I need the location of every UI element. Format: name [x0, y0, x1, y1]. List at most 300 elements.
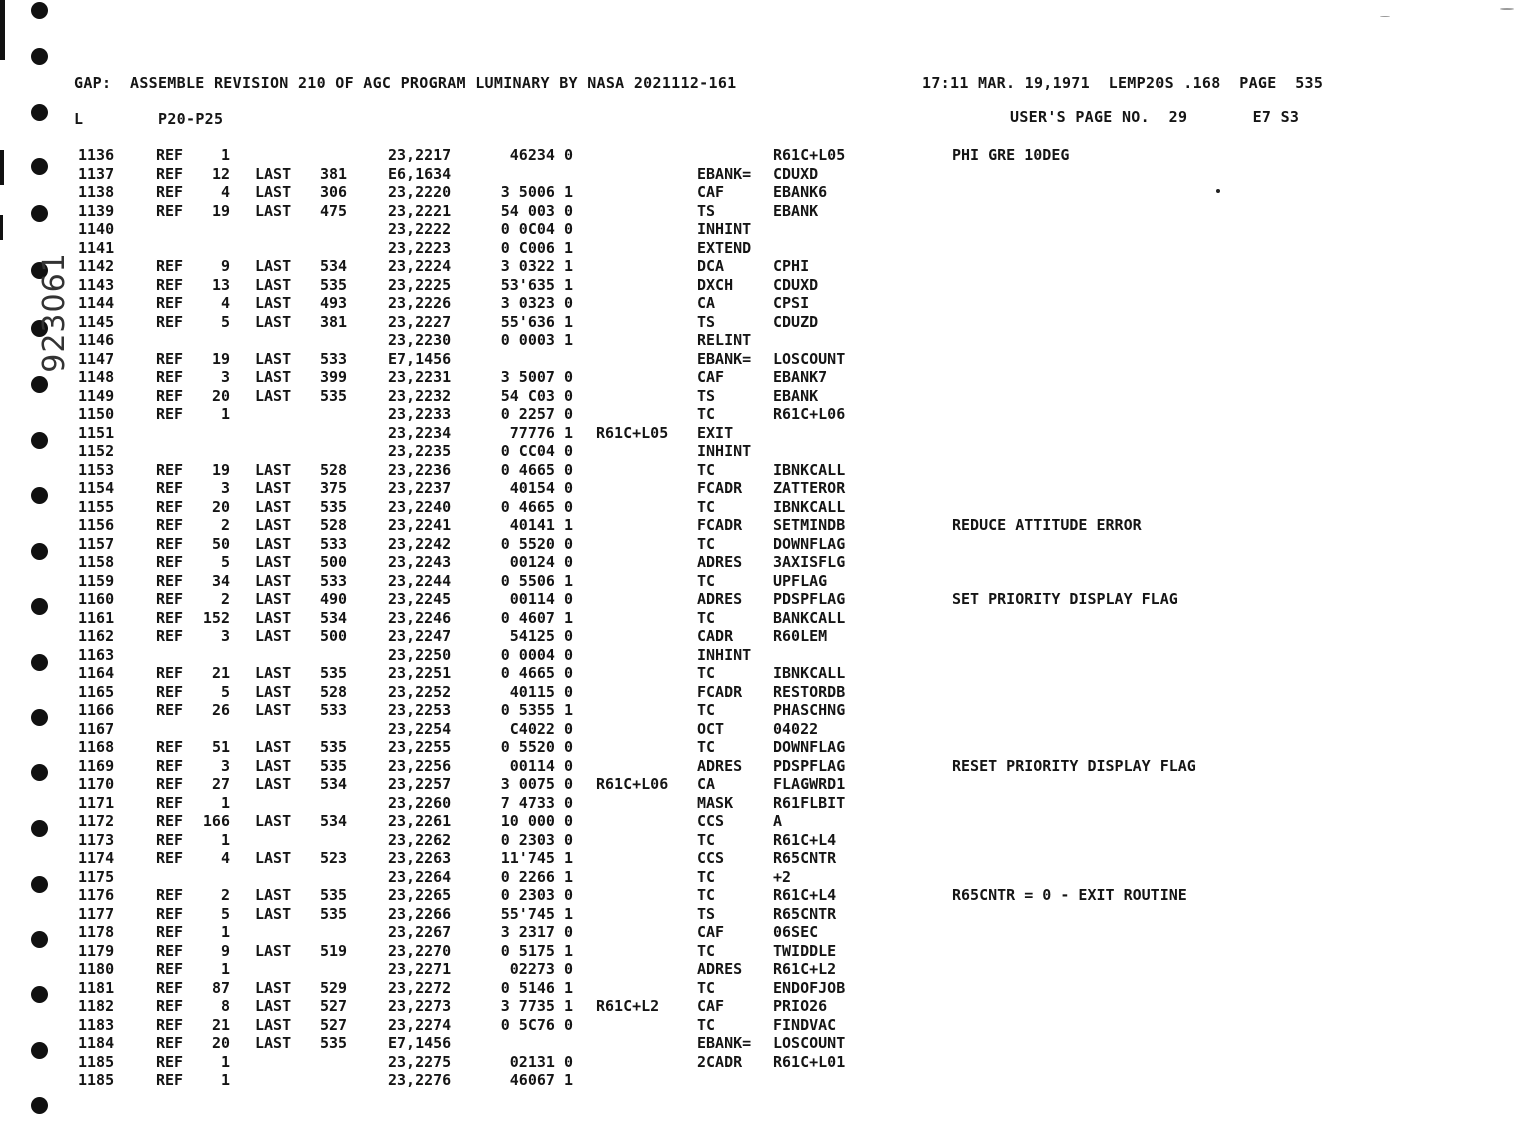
operand: IBNKCALL: [773, 460, 846, 479]
line-number: 1148: [78, 368, 115, 386]
opcode: TC: [697, 867, 716, 886]
ref-count: 8: [220, 997, 230, 1015]
last-page: 533: [320, 701, 348, 719]
operand: R61C+L06: [773, 405, 846, 423]
octal-code: 0 2303 0: [500, 886, 573, 904]
last-keyword: LAST: [255, 664, 292, 682]
line-number: 1180: [78, 960, 115, 978]
last-keyword: LAST: [255, 312, 292, 331]
last-keyword: LAST: [255, 571, 292, 590]
line-number: 1185: [78, 1071, 115, 1089]
last-page: 534: [320, 257, 348, 275]
last-page: 519: [320, 941, 348, 960]
octal-code: 0 4665 0: [500, 460, 573, 479]
opcode: TS: [697, 312, 716, 331]
last-keyword: LAST: [255, 368, 292, 386]
octal-code: 0 5175 1: [500, 941, 573, 960]
last-page: 535: [320, 886, 348, 904]
last-keyword: LAST: [255, 294, 292, 312]
line-number: 1136: [78, 146, 115, 164]
ref-count: 5: [220, 312, 230, 331]
last-keyword: LAST: [255, 812, 292, 830]
ref-keyword: REF: [156, 1052, 184, 1071]
ref-keyword: REF: [156, 682, 184, 701]
octal-code: 3 2317 0: [500, 923, 573, 941]
operand: PDSPFLAG: [773, 590, 846, 608]
opcode: CADR: [697, 627, 734, 645]
address: 23,2254: [388, 719, 452, 738]
opcode: TC: [697, 664, 716, 682]
address: 23,2225: [388, 275, 452, 294]
line-number: 1139: [78, 201, 115, 220]
last-page: 528: [320, 516, 348, 534]
address: 23,2236: [388, 460, 452, 479]
octal-code: 46067 1: [509, 1071, 573, 1089]
ref-count: 3: [220, 756, 230, 775]
last-page: 528: [320, 460, 348, 479]
header-user-page: USER'S PAGE NO. 29 E7 S3: [1010, 108, 1300, 126]
last-keyword: LAST: [255, 516, 292, 534]
operand: CPSI: [773, 294, 810, 312]
line-number: 1143: [78, 275, 115, 294]
last-page: 381: [320, 312, 348, 331]
listing-row: [0, 868, 1536, 886]
listing-row: [0, 775, 1536, 793]
ref-keyword: REF: [156, 812, 184, 830]
ref-keyword: REF: [156, 201, 184, 220]
operand: 3AXISFLG: [773, 553, 846, 571]
address: 23,2252: [388, 682, 452, 701]
listing-row: [0, 979, 1536, 997]
operand: CDUXD: [773, 164, 819, 183]
line-number: 1150: [78, 405, 115, 423]
opcode: DXCH: [697, 275, 734, 294]
line-number: 1184: [78, 1034, 115, 1052]
ref-count: 1: [220, 1071, 230, 1089]
opcode: TC: [697, 738, 716, 756]
operand: 06SEC: [773, 923, 819, 941]
symbol-label: R61C+L2: [596, 997, 660, 1015]
opcode: RELINT: [697, 331, 752, 349]
line-number: 1166: [78, 701, 115, 719]
scan-speck: [1500, 8, 1514, 10]
listing-row: [0, 1053, 1536, 1071]
last-page: 533: [320, 349, 348, 368]
octal-code: 0 2303 0: [500, 830, 573, 849]
ref-count: 4: [220, 183, 230, 201]
address: 23,2255: [388, 738, 452, 756]
address: 23,2217: [388, 146, 452, 164]
operand: UPFLAG: [773, 571, 828, 590]
address: 23,2265: [388, 886, 452, 904]
last-keyword: LAST: [255, 941, 292, 960]
octal-code: 40154 0: [509, 479, 573, 497]
last-keyword: LAST: [255, 349, 292, 368]
operand: RESTORDB: [773, 682, 846, 701]
operand: IBNKCALL: [773, 497, 846, 516]
line-number: 1175: [78, 867, 115, 886]
line-number: 1172: [78, 812, 115, 830]
opcode: ADRES: [697, 756, 743, 775]
octal-code: 0 4665 0: [500, 497, 573, 516]
ref-count: 3: [220, 479, 230, 497]
ref-count: 152: [202, 608, 230, 627]
ref-keyword: REF: [156, 553, 184, 571]
octal-code: 3 5007 0: [500, 368, 573, 386]
ref-keyword: REF: [156, 923, 184, 941]
last-keyword: LAST: [255, 257, 292, 275]
address: 23,2264: [388, 867, 452, 886]
last-page: 306: [320, 183, 348, 201]
operand: PRIO26: [773, 997, 828, 1015]
octal-code: 3 5006 1: [500, 183, 573, 201]
operand: CDUXD: [773, 275, 819, 294]
listing-row: [0, 405, 1536, 423]
operand: R65CNTR: [773, 849, 837, 867]
address: 23,2227: [388, 312, 452, 331]
ref-keyword: REF: [156, 1071, 184, 1089]
last-keyword: LAST: [255, 497, 292, 516]
last-page: 533: [320, 534, 348, 553]
ref-count: 9: [220, 941, 230, 960]
line-number: 1156: [78, 516, 115, 534]
octal-code: 00114 0: [509, 756, 573, 775]
operand: +2: [773, 867, 792, 886]
ref-keyword: REF: [156, 257, 184, 275]
address: 23,2231: [388, 368, 452, 386]
last-keyword: LAST: [255, 904, 292, 923]
opcode: CCS: [697, 812, 725, 830]
last-keyword: LAST: [255, 1034, 292, 1052]
ref-count: 21: [211, 1015, 230, 1034]
opcode: TC: [697, 1015, 716, 1034]
last-page: 534: [320, 775, 348, 793]
ref-count: 50: [211, 534, 230, 553]
listing-row: [0, 1016, 1536, 1034]
operand: ZATTEROR: [773, 479, 846, 497]
octal-code: 3 7735 1: [500, 997, 573, 1015]
address: 23,2221: [388, 201, 452, 220]
ref-keyword: REF: [156, 849, 184, 867]
ref-keyword: REF: [156, 997, 184, 1015]
ref-keyword: REF: [156, 756, 184, 775]
operand: LOSCOUNT: [773, 349, 846, 368]
ref-keyword: REF: [156, 534, 184, 553]
address: 23,2246: [388, 608, 452, 627]
address: 23,2233: [388, 405, 452, 423]
listing-row: [0, 646, 1536, 664]
listing-row: [0, 849, 1536, 867]
line-number: 1168: [78, 738, 115, 756]
listing-row: [0, 553, 1536, 571]
ref-count: 26: [211, 701, 230, 719]
header-title: GAP: ASSEMBLE REVISION 210 OF AGC PROGRAM LUMINARY BY NASA 2021112-161: [74, 74, 737, 92]
ref-keyword: REF: [156, 793, 184, 812]
ref-keyword: REF: [156, 349, 184, 368]
symbol-label: R61C+L05: [596, 423, 669, 442]
last-page: 527: [320, 997, 348, 1015]
address: 23,2226: [388, 294, 452, 312]
address: 23,2242: [388, 534, 452, 553]
opcode: EXTEND: [697, 238, 752, 257]
octal-code: 0 5506 1: [500, 571, 573, 590]
opcode: TC: [697, 405, 716, 423]
line-number: 1182: [78, 997, 115, 1015]
operand: BANKCALL: [773, 608, 846, 627]
octal-code: 3 0322 1: [500, 257, 573, 275]
line-number: 1181: [78, 978, 115, 997]
ref-count: 19: [211, 201, 230, 220]
line-number: 1167: [78, 719, 115, 738]
ref-count: 20: [211, 497, 230, 516]
last-keyword: LAST: [255, 479, 292, 497]
operand: A: [773, 812, 783, 830]
operand: FLAGWRD1: [773, 775, 846, 793]
address: 23,2261: [388, 812, 452, 830]
operand: DOWNFLAG: [773, 738, 846, 756]
ref-count: 34: [211, 571, 230, 590]
ref-keyword: REF: [156, 312, 184, 331]
line-number: 1137: [78, 164, 115, 183]
octal-code: 3 0075 0: [500, 775, 573, 793]
ref-keyword: REF: [156, 830, 184, 849]
opcode: EBANK=: [697, 1034, 752, 1052]
octal-code: 0 0C04 0: [500, 220, 573, 238]
last-page: 490: [320, 590, 348, 608]
ref-count: 3: [220, 368, 230, 386]
line-number: 1152: [78, 442, 115, 460]
last-keyword: LAST: [255, 997, 292, 1015]
ref-keyword: REF: [156, 183, 184, 201]
last-keyword: LAST: [255, 849, 292, 867]
line-number: 1176: [78, 886, 115, 904]
line-number: 1173: [78, 830, 115, 849]
listing-row: [0, 1034, 1536, 1052]
operand: TWIDDLE: [773, 941, 837, 960]
opcode: TC: [697, 701, 716, 719]
octal-code: 54125 0: [509, 627, 573, 645]
ref-count: 20: [211, 1034, 230, 1052]
octal-code: 02273 0: [509, 960, 573, 978]
opcode: CAF: [697, 997, 725, 1015]
operand: DOWNFLAG: [773, 534, 846, 553]
listing-row: [0, 442, 1536, 460]
last-page: 399: [320, 368, 348, 386]
ref-count: 5: [220, 553, 230, 571]
listing-row: [0, 812, 1536, 830]
octal-code: 53'635 1: [500, 275, 573, 294]
octal-code: 0 CC04 0: [500, 442, 573, 460]
line-number: 1174: [78, 849, 115, 867]
symbol-label: R61C+L06: [596, 775, 669, 793]
line-number: 1138: [78, 183, 115, 201]
ref-keyword: REF: [156, 701, 184, 719]
ref-count: 2: [220, 590, 230, 608]
line-number: 1140: [78, 220, 115, 238]
address: 23,2257: [388, 775, 452, 793]
listing-row: [0, 627, 1536, 645]
listing-row: [0, 165, 1536, 183]
ref-keyword: REF: [156, 571, 184, 590]
ref-count: 5: [220, 682, 230, 701]
listing-row: [0, 313, 1536, 331]
ref-keyword: REF: [156, 164, 184, 183]
line-number: 1178: [78, 923, 115, 941]
ref-keyword: REF: [156, 590, 184, 608]
ref-count: 1: [220, 146, 230, 164]
comment: REDUCE ATTITUDE ERROR: [952, 516, 1142, 534]
listing-row: [0, 239, 1536, 257]
address: 23,2251: [388, 664, 452, 682]
address: 23,2224: [388, 257, 452, 275]
listing-row: [0, 516, 1536, 534]
last-page: 535: [320, 1034, 348, 1052]
last-page: 500: [320, 553, 348, 571]
ref-count: 5: [220, 904, 230, 923]
line-number: 1183: [78, 1015, 115, 1034]
ref-count: 166: [202, 812, 230, 830]
last-page: 534: [320, 812, 348, 830]
listing-row: [0, 350, 1536, 368]
address: E7,1456: [388, 349, 452, 368]
address: 23,2241: [388, 516, 452, 534]
ref-keyword: REF: [156, 941, 184, 960]
address: 23,2237: [388, 479, 452, 497]
last-keyword: LAST: [255, 775, 292, 793]
listing-row: [0, 997, 1536, 1015]
last-keyword: LAST: [255, 886, 292, 904]
line-number: 1185: [78, 1052, 115, 1071]
line-number: 1155: [78, 497, 115, 516]
octal-code: 0 5520 0: [500, 534, 573, 553]
opcode: TC: [697, 886, 716, 904]
last-keyword: LAST: [255, 608, 292, 627]
opcode: CAF: [697, 183, 725, 201]
octal-code: 0 0004 0: [500, 645, 573, 664]
ref-keyword: REF: [156, 146, 184, 164]
last-keyword: LAST: [255, 275, 292, 294]
opcode: 2CADR: [697, 1052, 743, 1071]
last-page: 535: [320, 275, 348, 294]
last-keyword: LAST: [255, 1015, 292, 1034]
last-page: 535: [320, 904, 348, 923]
ref-count: 1: [220, 405, 230, 423]
octal-code: 77776 1: [509, 423, 573, 442]
opcode: INHINT: [697, 442, 752, 460]
operand: EBANK6: [773, 183, 828, 201]
operand: PDSPFLAG: [773, 756, 846, 775]
octal-code: 54 C03 0: [500, 386, 573, 405]
scan-speck: [1380, 16, 1390, 17]
ref-keyword: REF: [156, 1034, 184, 1052]
line-number: 1165: [78, 682, 115, 701]
line-number: 1162: [78, 627, 115, 645]
last-keyword: LAST: [255, 756, 292, 775]
opcode: TC: [697, 941, 716, 960]
ref-count: 1: [220, 1052, 230, 1071]
listing-row: [0, 535, 1536, 553]
ref-count: 4: [220, 294, 230, 312]
last-keyword: LAST: [255, 386, 292, 405]
ref-count: 87: [211, 978, 230, 997]
listing-row: [0, 368, 1536, 386]
octal-code: 55'636 1: [500, 312, 573, 331]
line-number: 1164: [78, 664, 115, 682]
operand: CPHI: [773, 257, 810, 275]
octal-code: 11'745 1: [500, 849, 573, 867]
last-keyword: LAST: [255, 534, 292, 553]
ref-count: 21: [211, 664, 230, 682]
line-number: 1157: [78, 534, 115, 553]
last-keyword: LAST: [255, 738, 292, 756]
listing-row: [0, 683, 1536, 701]
ref-keyword: REF: [156, 275, 184, 294]
operand: R61FLBIT: [773, 793, 846, 812]
ref-keyword: REF: [156, 516, 184, 534]
last-keyword: LAST: [255, 164, 292, 183]
last-page: 534: [320, 608, 348, 627]
operand: SETMINDB: [773, 516, 846, 534]
address: 23,2234: [388, 423, 452, 442]
line-number: 1146: [78, 331, 115, 349]
opcode: EXIT: [697, 423, 734, 442]
last-page: 493: [320, 294, 348, 312]
ref-keyword: REF: [156, 886, 184, 904]
last-keyword: LAST: [255, 682, 292, 701]
comment: R65CNTR = 0 - EXIT ROUTINE: [952, 886, 1187, 904]
address: 23,2244: [388, 571, 452, 590]
listing-row: [0, 294, 1536, 312]
line-number: 1145: [78, 312, 115, 331]
opcode: EBANK=: [697, 164, 752, 183]
address: 23,2272: [388, 978, 452, 997]
listing-row: [0, 609, 1536, 627]
address: 23,2235: [388, 442, 452, 460]
last-page: 528: [320, 682, 348, 701]
listing-row: [0, 257, 1536, 275]
operand: R61C+L2: [773, 960, 837, 978]
listing-row: [0, 942, 1536, 960]
ref-keyword: REF: [156, 479, 184, 497]
octal-code: 0 5C76 0: [500, 1015, 573, 1034]
ref-keyword: REF: [156, 608, 184, 627]
ref-keyword: REF: [156, 775, 184, 793]
opcode: CAF: [697, 923, 725, 941]
last-page: 523: [320, 849, 348, 867]
ref-count: 1: [220, 830, 230, 849]
address: 23,2247: [388, 627, 452, 645]
line-number: 1161: [78, 608, 115, 627]
octal-code: 54 003 0: [500, 201, 573, 220]
ref-count: 27: [211, 775, 230, 793]
listing-row: [0, 202, 1536, 220]
line-number: 1177: [78, 904, 115, 923]
ref-count: 51: [211, 738, 230, 756]
address: 23,2273: [388, 997, 452, 1015]
last-keyword: LAST: [255, 460, 292, 479]
opcode: TC: [697, 830, 716, 849]
octal-code: 0 4665 0: [500, 664, 573, 682]
ref-count: 19: [211, 349, 230, 368]
listing-row: [0, 701, 1536, 719]
scan-edge-mark: [0, 0, 5, 60]
ref-keyword: REF: [156, 460, 184, 479]
last-page: 381: [320, 164, 348, 183]
octal-code: 0 2257 0: [500, 405, 573, 423]
octal-code: 0 4607 1: [500, 608, 573, 627]
opcode: TC: [697, 608, 716, 627]
address: 23,2223: [388, 238, 452, 257]
